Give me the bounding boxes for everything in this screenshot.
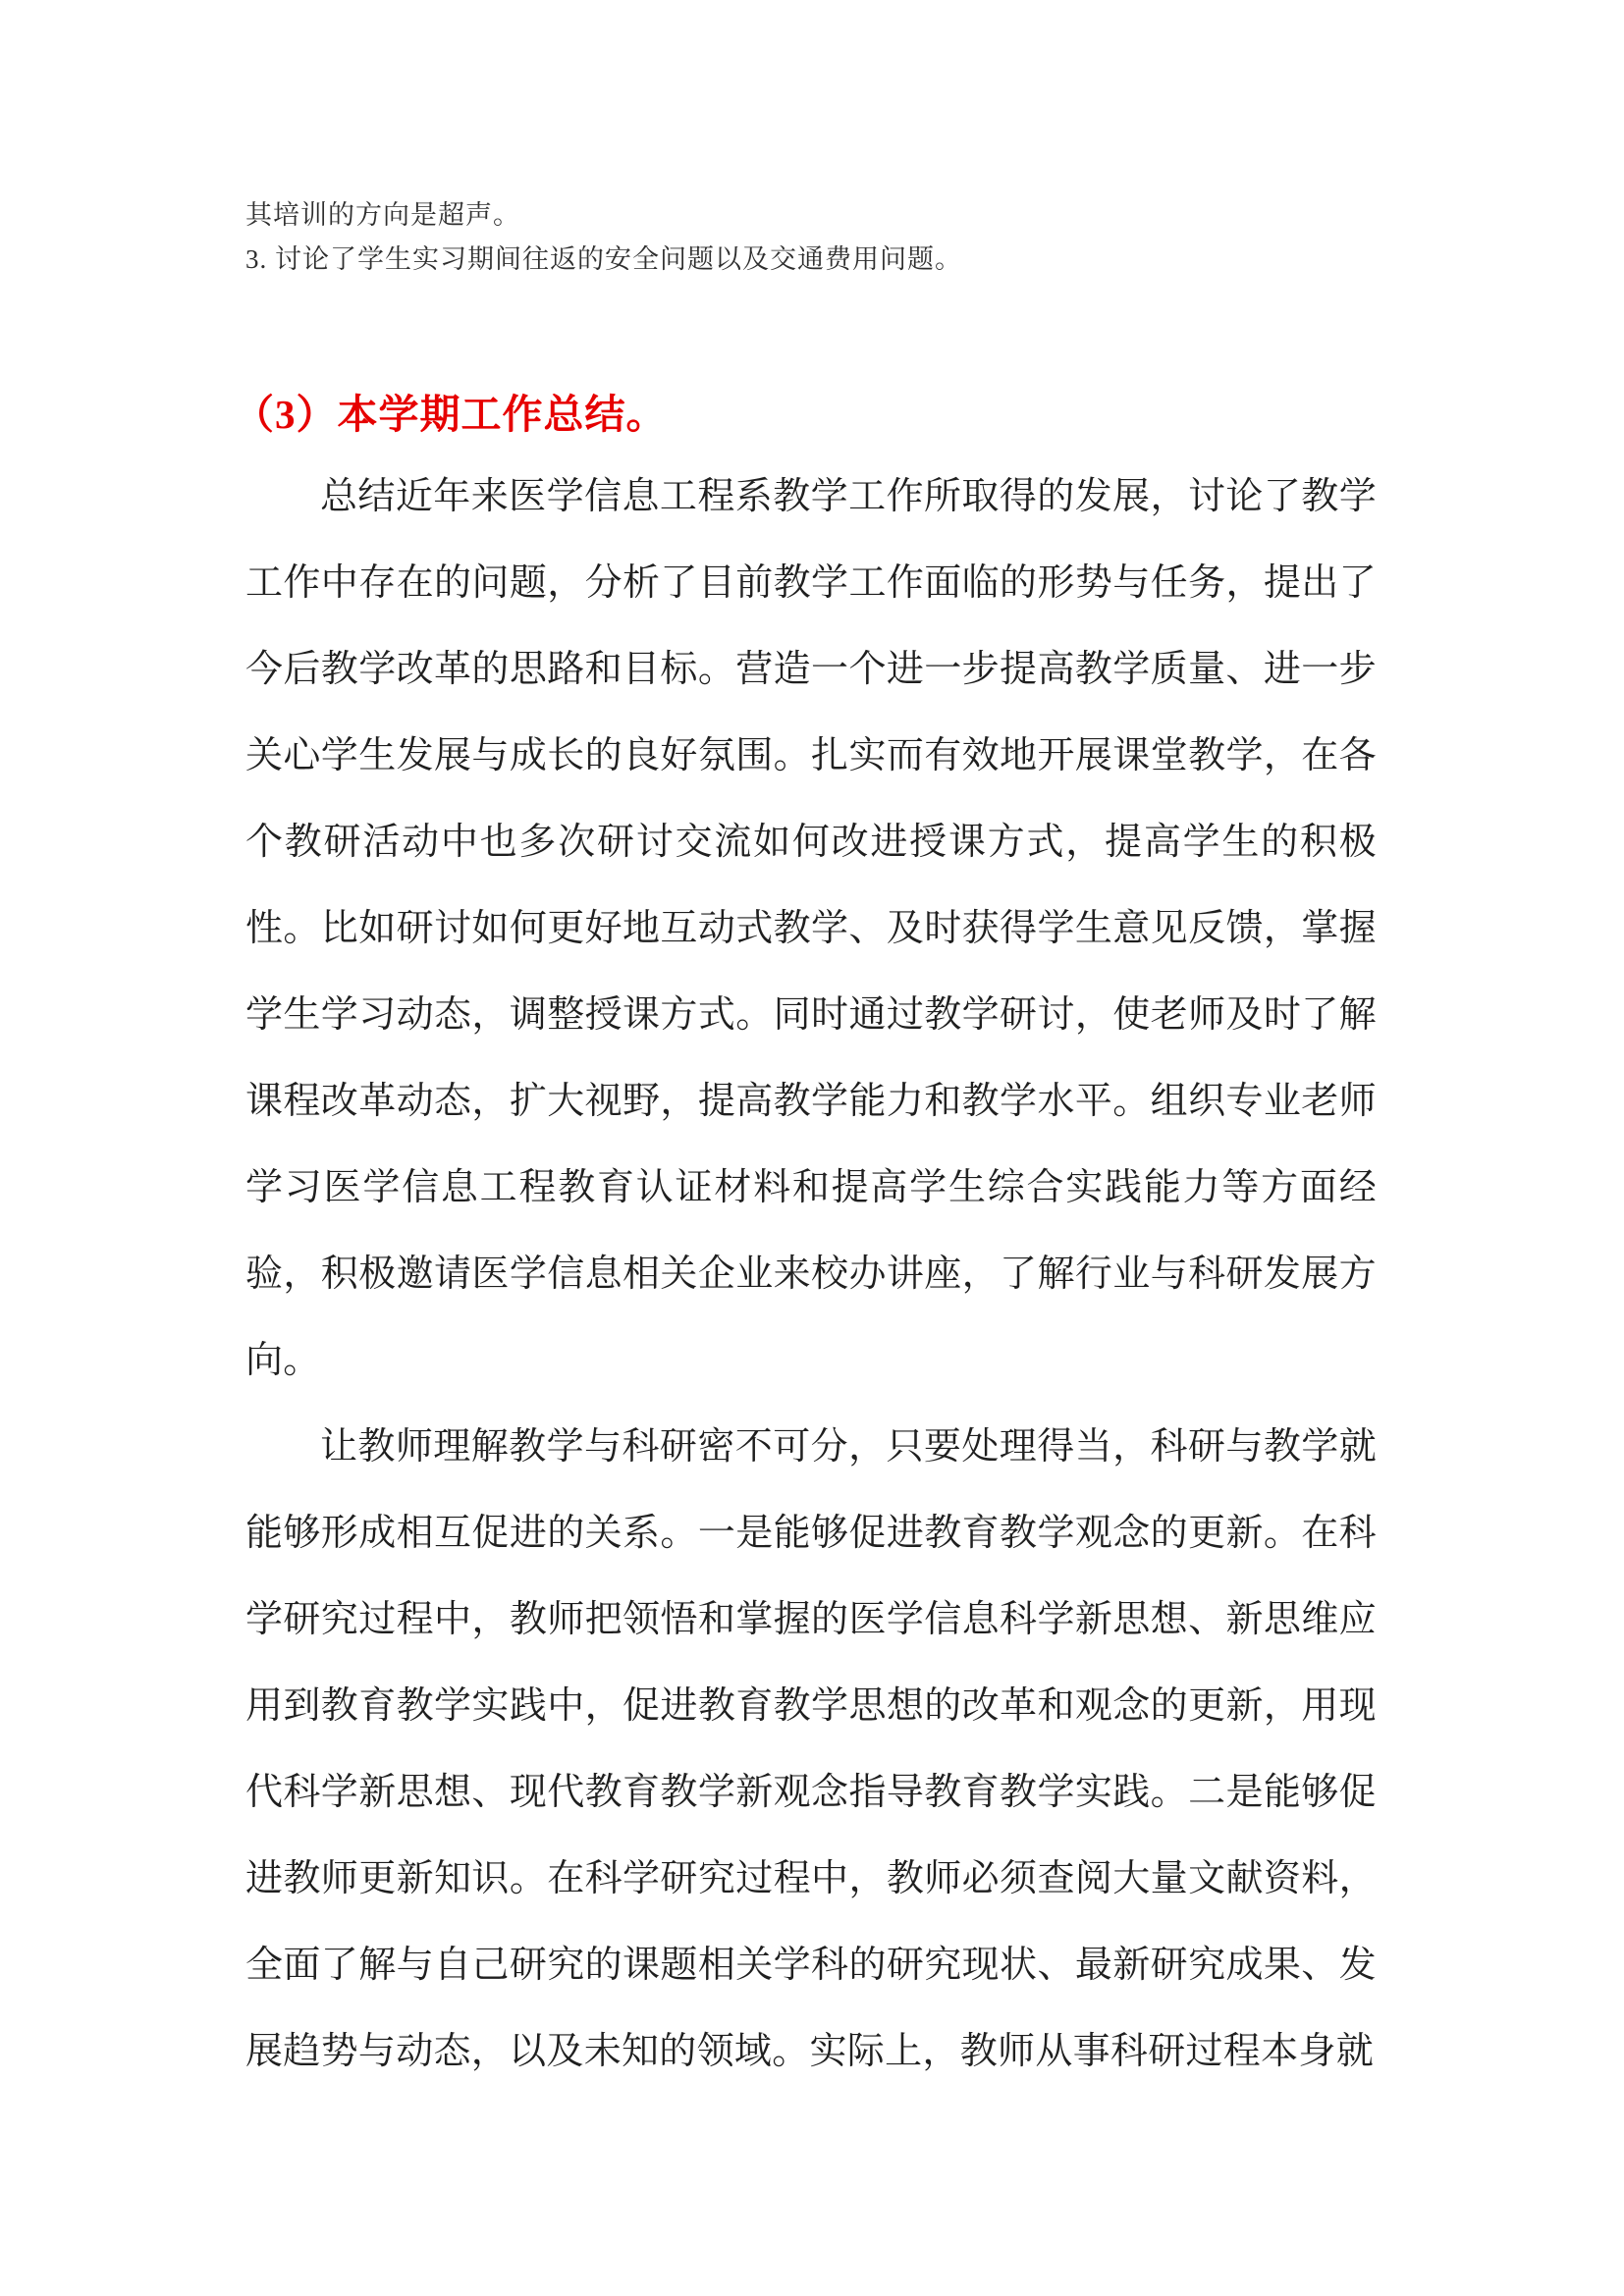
- section-heading: （3）本学期工作总结。: [234, 392, 668, 437]
- body-content: [245, 454, 1377, 2095]
- notes-block: [245, 193, 962, 282]
- paragraph-1: 总结近年来医学信息工程系教学工作所取得的发展，讨论了教学工作中存在的问题，分析了目前教学工作面临的形势与任务，提出了今后教学改革的思路和目标。营造一个进一步提高教学质量、进一步关心学生发展与成长的良好氛围。扎实而有效地开展课堂教学，在各个教研活动中也多次研讨交流如何改进授课方式，提高学生的积极性。比如研讨如何更好地互动式教学、及时获得学生意见反馈，掌握学生学习动态，调整授课方式。同时通过教学研讨，使老师及时了解课程改革动态，扩大视野，提高教学能力和教学水平。组织专业老师学习医学信息工程教育认证材料和提高学生综合实践能力等方面经验，积极邀请医学信息相关企业来校办讲座，了解行业与科研发展方向。: [245, 476, 1377, 1381]
- paragraph-2: 让教师理解教学与科研密不可分，只要处理得当，科研与教学就能够形成相互促进的关系。一是能够促进教育教学观念的更新。在科学研究过程中，教师把领悟和掌握的医学信息科学新思想、新思维应用到教育教学实践中，促进教育教学思想的改革和观念的更新，用现代科学新思想、现代教育教学新观念指导教育教学实践。二是能够促进教师更新知识。在科学研究过程中，教师必须查阅大量文献资料，全面了解与自己研究的课题相关学科的研究现状、最新研究成果、发展趋势与动态，以及未知的领域。实际上，教师从事科研过程本身就: [245, 1426, 1377, 2072]
- note-line-1: 其培训的方向是超声。: [245, 200, 520, 230]
- note-line-2: 3. 讨论了学生实习期间往返的安全问题以及交通费用问题。: [245, 244, 962, 274]
